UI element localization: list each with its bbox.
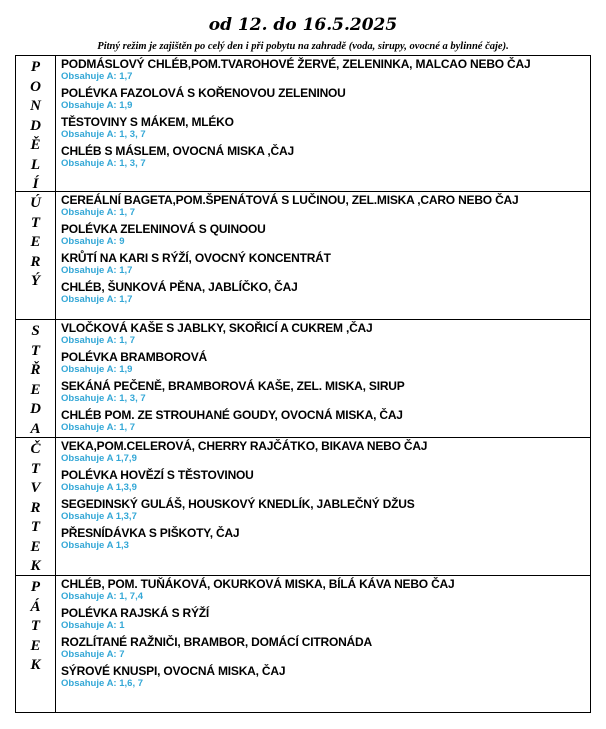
day-row-wednesday: [16, 320, 590, 438]
day-label-monday: [16, 56, 56, 191]
allergens-info: Obsahuje A: 1: [61, 620, 125, 631]
allergens-info: Obsahuje A: 1,9: [61, 100, 133, 111]
meal-name: PŘESNÍDÁVKA S PIŠKOTY, ČAJ: [61, 526, 240, 540]
day-row-thursday: [16, 438, 590, 576]
meal-name: CHLÉB, ŠUNKOVÁ PĚNA, JABLÍČKO, ČAJ: [61, 280, 298, 294]
meal-name: POLÉVKA RAJSKÁ S RÝŽÍ: [61, 606, 210, 620]
day-row-tuesday: [16, 192, 590, 320]
day-letter: E: [30, 381, 41, 398]
day-letter: E: [30, 234, 41, 250]
meals-list: [56, 438, 590, 575]
meals-list: [56, 192, 590, 319]
allergens-info: Obsahuje A: 1, 3, 7: [61, 393, 146, 404]
meal-name: CHLÉB, POM. TUŇÁKOVÁ, OKURKOVÁ MISKA, BÍLÁ KÁVA NEBO ČAJ: [61, 577, 455, 591]
meal-name: SEKÁNÁ PEČENĚ, BRAMBOROVÁ KAŠE, ZEL. MISKA, SIRUP: [61, 379, 405, 393]
meal-name: SEGEDINSKÝ GULÁŠ, HOUSKOVÝ KNEDLÍK, JABLEČNÝ DŽUS: [61, 497, 415, 511]
meal-name: POLÉVKA HOVĚZÍ S TĚSTOVINOU: [61, 468, 254, 482]
meal-name: POLÉVKA FAZOLOVÁ S KOŘENOVOU ZELENINOU: [61, 86, 346, 100]
allergens-info: Obsahuje A: 1, 7: [61, 335, 136, 346]
day-label-friday: [16, 576, 56, 712]
meal-name: VEKA,POM.CELEROVÁ, CHERRY RAJČÁTKO, BIKAVA NEBO ČAJ: [61, 439, 428, 453]
meal-name: TĚSTOVINY S MÁKEM, MLÉKO: [61, 115, 234, 129]
meal-name: ROZLÍTANÉ RAŽNIČI, BRAMBOR, DOMÁCÍ CITRONÁDA: [61, 635, 372, 649]
day-letter: T: [30, 618, 41, 634]
day-letter: T: [30, 460, 41, 477]
day-row-monday: [16, 56, 590, 192]
day-letter: T: [30, 342, 41, 359]
day-letter: S: [31, 323, 40, 339]
day-letter: T: [30, 519, 41, 535]
allergens-info: Obsahuje A 1,3,9: [61, 482, 137, 493]
weekly-menu-table: [15, 55, 591, 713]
day-row-friday: [16, 576, 590, 712]
allergens-info: Obsahuje A: 1, 3, 7: [61, 129, 146, 140]
day-letter: K: [30, 657, 41, 673]
meal-name: CEREÁLNÍ BAGETA,POM.ŠPENÁTOVÁ S LUČINOU, ZEL.MISKA ,CARO NEBO ČAJ: [61, 193, 519, 207]
allergens-info: Obsahuje A: 7: [61, 649, 125, 660]
allergens-info: Obsahuje A: 9: [61, 236, 125, 247]
allergens-info: Obsahuje A: 1,6, 7: [61, 678, 144, 689]
day-letter: Ý: [30, 273, 41, 289]
day-letter: A: [30, 420, 41, 437]
day-letter: E: [30, 538, 41, 555]
allergens-info: Obsahuje A: 1,7: [61, 71, 133, 82]
day-letter: Ř: [30, 362, 41, 378]
meal-name: POLÉVKA ZELENINOVÁ S QUINOOU: [61, 222, 266, 236]
day-label-tuesday: [16, 192, 56, 319]
day-letter: T: [30, 214, 41, 231]
drinking-regime-note: Pitný režim je zajištěn po celý den i při pobytu na zahradě (voda, sirupy, ovocné a bylinné čaje).: [97, 41, 509, 52]
day-letter: P: [30, 59, 41, 75]
allergens-info: Obsahuje A: 1,7: [61, 265, 133, 276]
day-letter: P: [30, 579, 41, 595]
allergens-info: Obsahuje A: 1,7: [61, 294, 133, 305]
allergens-info: Obsahuje A: 1, 3, 7: [61, 158, 146, 169]
day-letter: Á: [30, 598, 41, 615]
allergens-info: Obsahuje A: 1, 7,4: [61, 591, 144, 602]
meal-name: POLÉVKA BRAMBOROVÁ: [61, 350, 207, 364]
day-letter: N: [30, 98, 41, 114]
allergens-info: Obsahuje A 1,7,9: [61, 453, 137, 464]
day-letter: R: [30, 499, 41, 516]
day-letter: V: [30, 480, 41, 496]
day-letter: D: [30, 401, 41, 417]
day-letter: O: [30, 78, 41, 95]
day-letter: K: [30, 558, 41, 574]
day-letter: Ě: [30, 137, 41, 153]
meals-list: [56, 576, 590, 712]
day-label-wednesday: [16, 320, 56, 437]
day-letter: Í: [32, 176, 39, 192]
day-letter: D: [30, 117, 41, 134]
day-letter: R: [30, 253, 41, 270]
meal-name: KRŮTÍ NA KARI S RÝŽÍ, OVOCNÝ KONCENTRÁT: [61, 251, 331, 265]
allergens-info: Obsahuje A 1,3: [61, 540, 129, 551]
menu-title: od 12. do 16.5.2025: [208, 15, 398, 35]
day-letter: Ú: [30, 195, 41, 211]
day-label-thursday: [16, 438, 56, 575]
meal-name: SÝROVÉ KNUSPI, OVOCNÁ MISKA, ČAJ: [61, 664, 286, 678]
day-letter: L: [30, 156, 41, 173]
allergens-info: Obsahuje A 1,3,7: [61, 511, 137, 522]
day-letter: Č: [30, 441, 41, 457]
day-letter: E: [30, 637, 41, 654]
meal-name: VLOČKOVÁ KAŠE S JABLKY, SKOŘICÍ A CUKREM ,ČAJ: [61, 321, 373, 335]
allergens-info: Obsahuje A: 1,9: [61, 364, 133, 375]
meal-name: CHLÉB S MÁSLEM, OVOCNÁ MISKA ,ČAJ: [61, 144, 294, 158]
allergens-info: Obsahuje A: 1, 7: [61, 207, 136, 218]
meal-name: PODMÁSLOVÝ CHLÉB,POM.TVAROHOVÉ ŽERVÉ, ZELENINKA, MALCAO NEBO ČAJ: [61, 57, 531, 71]
allergens-info: Obsahuje A: 1, 7: [61, 422, 136, 433]
meals-list: [56, 320, 590, 437]
meals-list: [56, 56, 590, 191]
meal-name: CHLÉB POM. ZE STROUHANÉ GOUDY, OVOCNÁ MISKA, ČAJ: [61, 408, 403, 422]
